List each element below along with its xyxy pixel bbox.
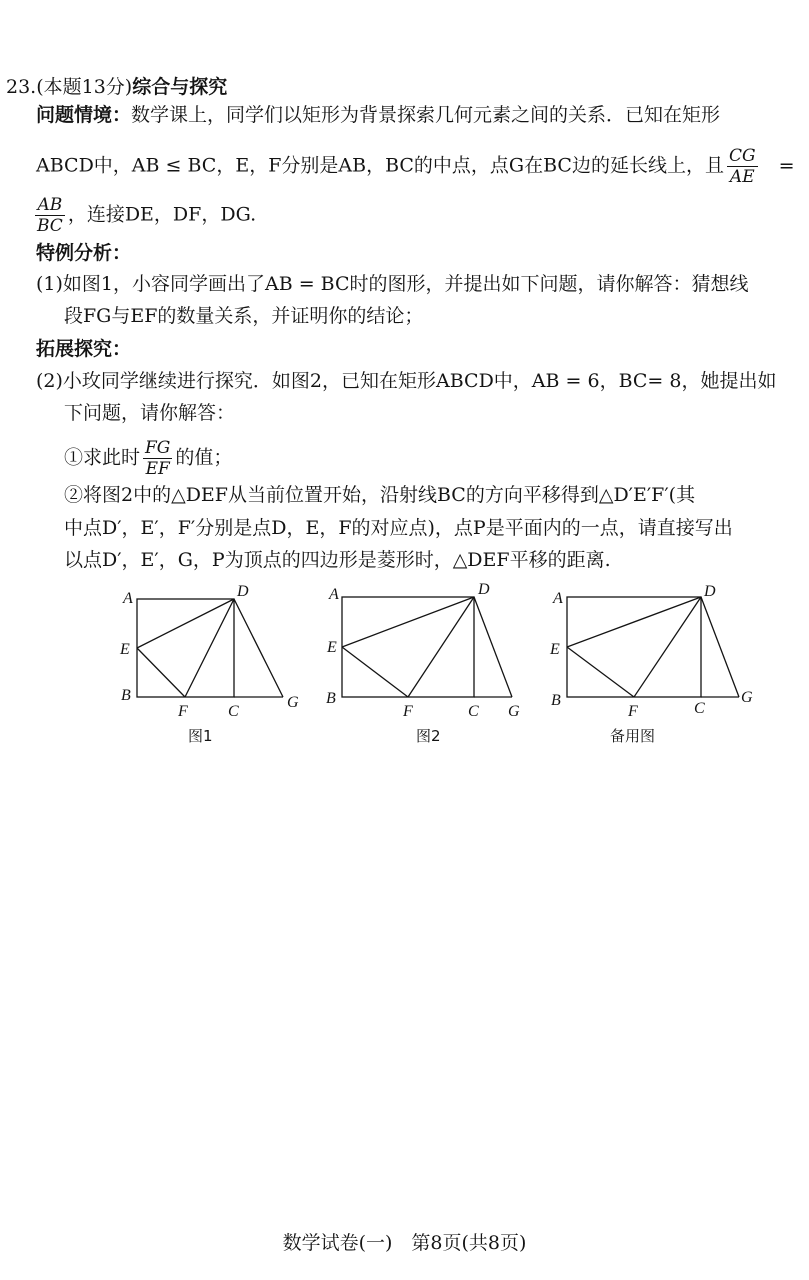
fig3-label-c: C — [694, 700, 705, 717]
fig1-label-a: A — [123, 590, 133, 607]
fig1-segment-de — [137, 599, 234, 648]
fig2-label-b: B — [326, 690, 336, 707]
figure-1 — [137, 599, 283, 697]
part1-line-2: 段FG与EF的数量关系，并证明你的结论； — [64, 305, 424, 327]
fraction-fg-ef: $\frac{FG}{EF}$ — [145, 438, 171, 479]
fig1-label-g: G — [287, 694, 299, 711]
fig3-segment-de — [567, 597, 701, 647]
fig1-caption: 图1 — [188, 727, 213, 745]
fig2-label-a: A — [329, 586, 339, 603]
fig2-label-e: E — [327, 639, 337, 656]
question-number: 23. — [6, 76, 37, 98]
situation-text-1: 数学课上，同学们以矩形为背景探索几何元素之间的关系．已知在矩形 — [131, 104, 721, 126]
fraction-ab-bc: $\frac{AB}{BC}$ — [37, 195, 63, 236]
fig2-label-f: F — [403, 703, 413, 720]
fig3-label-b: B — [551, 692, 561, 709]
question-score: (本题13分) — [36, 76, 133, 98]
fig2-caption: 图2 — [416, 727, 441, 745]
page-footer: 数学试卷(一) 第8页(共8页) — [282, 1232, 527, 1254]
equals-sign: = — [778, 154, 795, 177]
fig2-segment-dg — [474, 597, 512, 697]
fig1-label-b: B — [121, 687, 131, 704]
figure-2 — [342, 597, 512, 697]
extend-label: 拓展探究： — [36, 338, 132, 360]
fig3-segment-dg — [701, 597, 739, 697]
fig1-label-c: C — [228, 703, 239, 720]
fig1-label-d: D — [237, 583, 249, 600]
subq1-pre: ①求此时 — [64, 446, 141, 469]
question-title: 综合与探究 — [132, 76, 228, 98]
fig3-segment-fd — [634, 597, 701, 697]
fig2-label-d: D — [478, 581, 490, 598]
situation-text-3: ，连接DE，DF，DG. — [67, 203, 257, 226]
fig1-segment-ef — [137, 648, 185, 697]
fig1-segment-fd — [185, 599, 234, 697]
fig3-label-d: D — [704, 583, 716, 600]
fig1-rectangle — [137, 599, 234, 697]
part2-line-2: 下问题，请你解答： — [64, 402, 236, 424]
fig1-segment-dg — [234, 599, 283, 697]
fig3-caption: 备用图 — [610, 727, 656, 745]
subq2-line-2: 中点D′，E′，F′分别是点D，E，F的对应点)，点P是平面内的一点，请直接写出 — [64, 517, 733, 539]
fig2-label-g: G — [508, 703, 520, 720]
fig3-label-g: G — [741, 689, 753, 706]
fig2-label-c: C — [468, 703, 479, 720]
fig2-segment-de — [342, 597, 474, 647]
subq2-line-1: ②将图2中的△DEF从当前位置开始，沿射线BC的方向平移得到△D′E′F′(其 — [64, 484, 696, 506]
part1-line-1: (1)如图1，小容同学画出了AB = BC时的图形，并提出如下问题，请你解答：猜想线 — [36, 273, 749, 295]
fraction-cg-ae: $\frac{CG}{AE}$ — [728, 146, 756, 187]
situation-text-2: ABCD中，AB ≤ BC，E，F分别是AB，BC的中点，点G在BC边的延长线上，且 — [36, 154, 724, 177]
fig2-segment-fd — [408, 597, 474, 697]
special-label: 特例分析： — [36, 242, 132, 264]
fig3-label-f: F — [628, 703, 638, 720]
subq2-line-3: 以点D′，E′，G，P为顶点的四边形是菱形时，△DEF平移的距离. — [64, 549, 611, 571]
fig3-label-e: E — [550, 641, 560, 658]
fig2-rectangle — [342, 597, 474, 697]
fig3-segment-ef — [567, 647, 634, 697]
part2-line-1: (2)小玫同学继续进行探究．如图2，已知在矩形ABCD中，AB = 6，BC= 8，她提出如 — [36, 370, 777, 392]
fig1-label-f: F — [178, 703, 188, 720]
subq1-post: 的值； — [175, 446, 233, 469]
situation-label: 问题情境： — [36, 104, 132, 126]
fig3-label-a: A — [553, 590, 563, 607]
fig2-segment-ef — [342, 647, 408, 697]
fig1-label-e: E — [120, 641, 130, 658]
figure-backup — [567, 597, 739, 697]
fig3-rectangle — [567, 597, 701, 697]
